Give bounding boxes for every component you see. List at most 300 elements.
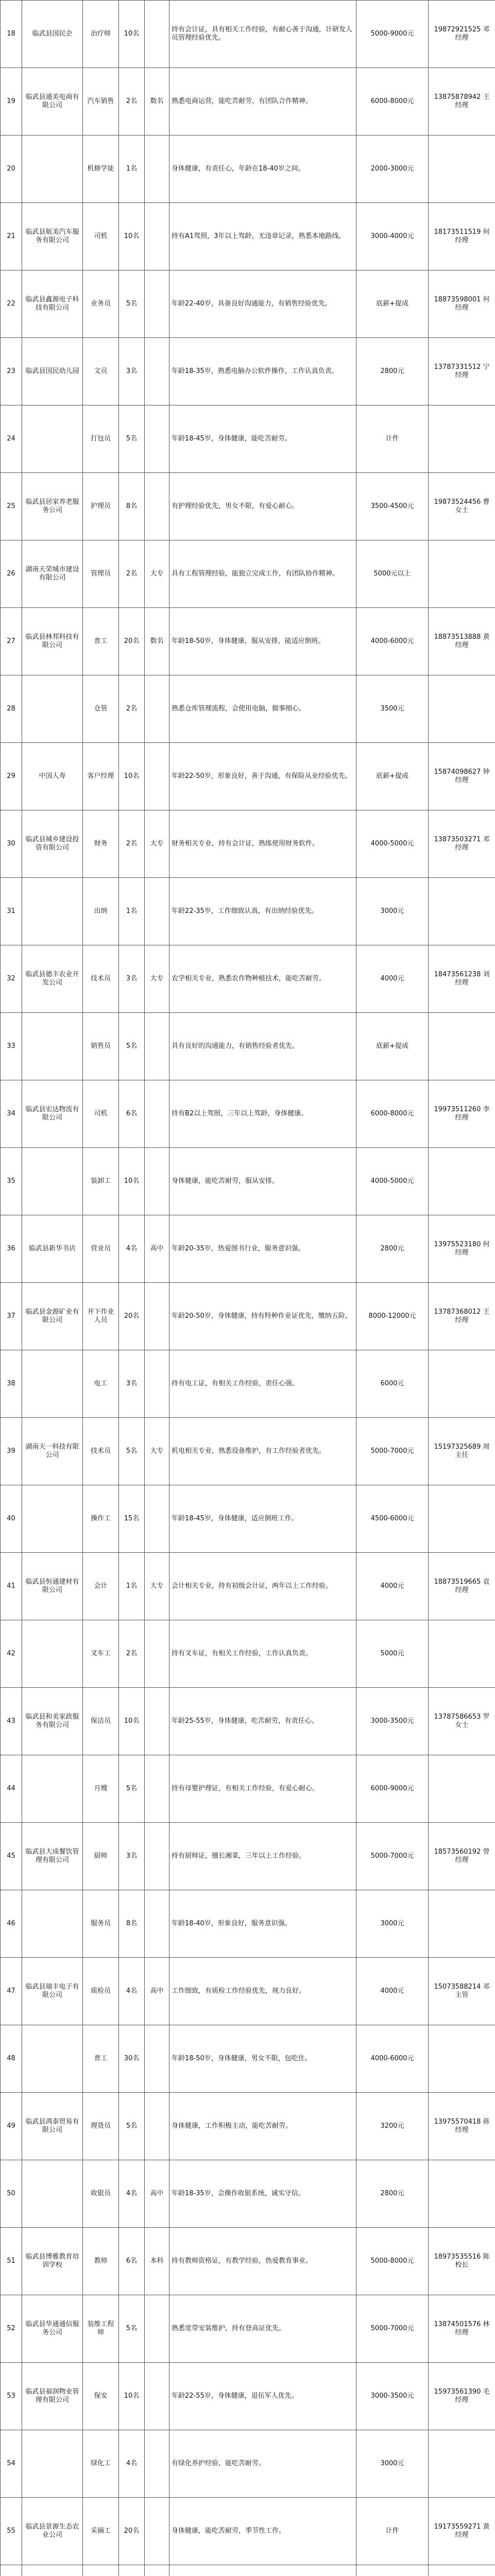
education-level — [145, 2498, 169, 2565]
table-row — [1, 2093, 495, 2160]
headcount: 10名 — [119, 1688, 145, 1755]
job-requirement: 熟悉仓库管理流程，会使用电脑，做事细心。 — [169, 675, 356, 743]
company-name: 湖南天荣城市建设有限公司 — [22, 540, 83, 608]
company-name: 临武县大成餐饮管理有限公司 — [22, 1823, 83, 1890]
education-level: 本科 — [145, 2228, 169, 2295]
education-level: 大专 — [145, 945, 169, 1013]
job-requirement: 年龄18-50岁，身体健康，男女不限，包吃住。 — [169, 2025, 356, 2093]
table-row — [1, 743, 495, 810]
contact-info — [429, 1755, 495, 1823]
education-level — [145, 2093, 169, 2160]
job-requirement: 持有会计证，具有相关工作经验，有耐心善于沟通，计研发人员管理经验优先。 — [169, 1, 356, 68]
education-level — [145, 1485, 169, 1553]
education-level: 大专 — [145, 810, 169, 878]
education-level: 数名 — [145, 608, 169, 675]
headcount: 10名 — [119, 203, 145, 270]
company-name — [22, 405, 83, 473]
company-name: 临武县博雅教育培训学校 — [22, 2228, 83, 2295]
contact-info: 19873524456 曹女士 — [429, 473, 495, 540]
education-level — [145, 1, 169, 68]
salary: 6000-8000元 — [356, 1080, 429, 1148]
row-number: 20 — [1, 135, 22, 203]
table-row — [1, 2228, 495, 2295]
salary: 8000-12000元 — [356, 1283, 429, 1350]
table-row — [1, 203, 495, 270]
headcount: 2名 — [119, 1620, 145, 1688]
contact-info — [429, 675, 495, 743]
company-name — [22, 2160, 83, 2228]
job-requirement: 年龄22-50岁，形象良好，善于沟通，有保险从业经验优先。 — [169, 743, 356, 810]
position-name: 出纳 — [83, 878, 119, 945]
contact-info — [429, 135, 495, 203]
salary: 6000元 — [356, 1350, 429, 1418]
row-number: 28 — [1, 675, 22, 743]
education-level — [145, 2295, 169, 2363]
salary: 5000-7000元 — [356, 1418, 429, 1485]
education-level — [145, 743, 169, 810]
headcount: 30名 — [119, 2025, 145, 2093]
job-requirement: 有护理经验优先，男女不限，有爱心耐心。 — [169, 473, 356, 540]
job-requirement: 熟悉电商运营，能吃苦耐劳，有团队合作精神。 — [169, 68, 356, 135]
job-requirement: 身体健康，能吃苦耐劳，服从安排。 — [169, 1148, 356, 1215]
company-name — [22, 2025, 83, 2093]
table-row — [1, 2565, 495, 2576]
contact-info: 13787368012 王经理 — [429, 1283, 495, 1350]
headcount: 4名 — [119, 1215, 145, 1283]
salary: 5000-7000元 — [356, 1823, 429, 1890]
table-row — [1, 473, 495, 540]
row-number: 38 — [1, 1350, 22, 1418]
table-row — [1, 68, 495, 135]
contact-info — [429, 1148, 495, 1215]
table-row — [1, 2363, 495, 2430]
position-name: 普工 — [83, 608, 119, 675]
job-requirement: 身体健康，有责任心，年龄在18-40岁之间。 — [169, 135, 356, 203]
salary: 3500-4500元 — [356, 473, 429, 540]
position-name: 司机 — [83, 203, 119, 270]
table-row — [1, 945, 495, 1013]
job-requirement: 持有B2以上驾照，三年以上驾龄，身体健康。 — [169, 1080, 356, 1148]
company-name: 临武县福润物业管理有限公司 — [22, 2363, 83, 2430]
position-name: 机修学徒 — [83, 135, 119, 203]
headcount: 5名 — [119, 405, 145, 473]
contact-info: 19872921525 邓经理 — [429, 1, 495, 68]
job-requirement: 年龄22-55岁，身体健康，退伍军人优先。 — [169, 2363, 356, 2430]
contact-info: 13875878942 王经理 — [429, 68, 495, 135]
salary: 4000元 — [356, 1958, 429, 2025]
headcount: 15名 — [119, 1485, 145, 1553]
job-requirement: 持有电工证，有相关工作经验，责任心强。 — [169, 1350, 356, 1418]
position-name: 操作工 — [83, 1485, 119, 1553]
contact-info — [429, 878, 495, 945]
salary: 4000-5000元 — [356, 810, 429, 878]
headcount: 1名 — [119, 878, 145, 945]
job-requirement: 年龄18-45岁，身体健康，适应倒班工作。 — [169, 1485, 356, 1553]
row-number: 18 — [1, 1, 22, 68]
row-number: 52 — [1, 2295, 22, 2363]
salary: 底薪+提成 — [356, 1013, 429, 1080]
company-name: 临武县国民企 — [22, 1, 83, 68]
headcount: 2名 — [119, 68, 145, 135]
company-name — [22, 135, 83, 203]
table-row — [1, 1418, 495, 1485]
position-name: 管理员 — [83, 540, 119, 608]
salary: 3000-3500元 — [356, 2363, 429, 2430]
headcount: 5名 — [119, 1755, 145, 1823]
position-name: 叉车工 — [83, 1620, 119, 1688]
table-row — [1, 1890, 495, 1958]
headcount: 2名 — [119, 540, 145, 608]
table-row — [1, 1283, 495, 1350]
company-name: 湖南天一科技有限公司 — [22, 1418, 83, 1485]
position-name: 仓管 — [83, 675, 119, 743]
headcount: 20名 — [119, 608, 145, 675]
job-rows — [1, 1, 495, 2576]
job-requirement: 年龄18-35岁，熟悉电脑办公软件操作，工作认真负责。 — [169, 338, 356, 405]
salary: 4000-6000元 — [356, 2025, 429, 2093]
position-name: 司机 — [83, 1080, 119, 1148]
job-requirement: 机电相关专业，熟悉设备维护，有工作经验者优先。 — [169, 1418, 356, 1485]
headcount: 6名 — [119, 2228, 145, 2295]
job-requirement: 持有母婴护理证，有相关工作经验，有爱心耐心。 — [169, 1755, 356, 1823]
table-row — [1, 810, 495, 878]
salary: 3000-4000元 — [356, 203, 429, 270]
education-level — [145, 2025, 169, 2093]
contact-info: 18473561238 刘经理 — [429, 945, 495, 1013]
row-number: 53 — [1, 2363, 22, 2430]
position-name: 收银员 — [83, 2160, 119, 2228]
table-row — [1, 405, 495, 473]
row-number: 46 — [1, 1890, 22, 1958]
row-number: 50 — [1, 2160, 22, 2228]
contact-info: 18573560192 曾经理 — [429, 1823, 495, 1890]
company-name: 临武县城乡建设投资有限公司 — [22, 810, 83, 878]
job-requirement: 身体健康，工作积极主动，能吃苦耐劳。 — [169, 2093, 356, 2160]
education-level — [145, 1080, 169, 1148]
row-number: 51 — [1, 2228, 22, 2295]
headcount: 20名 — [119, 2498, 145, 2565]
company-name: 临武县瑞丰电子有限公司 — [22, 1958, 83, 2025]
row-number: 34 — [1, 1080, 22, 1148]
salary: 3000元 — [356, 1890, 429, 1958]
contact-info — [429, 1485, 495, 1553]
table-row — [1, 608, 495, 675]
salary: 4500-6000元 — [356, 1485, 429, 1553]
company-name: 临武县华通通信服务公司 — [22, 2295, 83, 2363]
contact-info — [429, 2025, 495, 2093]
table-row — [1, 2498, 495, 2565]
row-number: 32 — [1, 945, 22, 1013]
headcount: 1名 — [119, 135, 145, 203]
row-number: 31 — [1, 878, 22, 945]
table-row — [1, 1148, 495, 1215]
education-level: 大专 — [145, 1418, 169, 1485]
job-requirement: 年龄18-40岁，形象良好，服务意识强。 — [169, 1890, 356, 1958]
table-row — [1, 1620, 495, 1688]
headcount — [119, 2565, 145, 2576]
position-name: 治疗师 — [83, 1, 119, 68]
row-number: 49 — [1, 2093, 22, 2160]
salary: 3000元 — [356, 2430, 429, 2498]
job-requirement: 具有良好的沟通能力，有销售经验者优先。 — [169, 1013, 356, 1080]
education-level — [145, 1148, 169, 1215]
company-name — [22, 1890, 83, 1958]
headcount: 3名 — [119, 338, 145, 405]
education-level — [145, 473, 169, 540]
education-level — [145, 1013, 169, 1080]
position-name: 客户经理 — [83, 743, 119, 810]
table-row — [1, 1, 495, 68]
row-number: 25 — [1, 473, 22, 540]
position-name: 会计 — [83, 1553, 119, 1620]
headcount: 4名 — [119, 2160, 145, 2228]
position-name: 井下作业人员 — [83, 1283, 119, 1350]
education-level — [145, 1890, 169, 1958]
education-level — [145, 1283, 169, 1350]
row-number: 54 — [1, 2430, 22, 2498]
row-number: 33 — [1, 1013, 22, 1080]
salary: 5000-9000元 — [356, 1, 429, 68]
company-name — [22, 1013, 83, 1080]
company-name: 临武县航美汽车服务有限公司 — [22, 203, 83, 270]
headcount: 1名 — [119, 1553, 145, 1620]
headcount: 4名 — [119, 1958, 145, 2025]
headcount: 10名 — [119, 1, 145, 68]
position-name: 电工 — [83, 1350, 119, 1418]
contact-info: 13975570418 蒋经理 — [429, 2093, 495, 2160]
education-level — [145, 1688, 169, 1755]
company-name: 临武县国民幼儿园 — [22, 338, 83, 405]
company-name: 临武县宏达物流有限公司 — [22, 1080, 83, 1148]
salary: 6000-8000元 — [356, 68, 429, 135]
position-name: 采摘工 — [83, 2498, 119, 2565]
job-requirement: 年龄20-50岁，身体健康，持有特种作业证优先，缴纳五险。 — [169, 1283, 356, 1350]
company-name: 临武县新华书店 — [22, 1215, 83, 1283]
row-number: 22 — [1, 270, 22, 338]
headcount: 3名 — [119, 945, 145, 1013]
row-number: 36 — [1, 1215, 22, 1283]
job-requirement: 具有工程管理经验，能独立完成工作，有团队协作精神。 — [169, 540, 356, 608]
job-requirement: 年龄25-55岁，身体健康，吃苦耐劳，有责任心。 — [169, 1688, 356, 1755]
contact-info — [429, 1620, 495, 1688]
salary: 3200元 — [356, 2093, 429, 2160]
education-level — [145, 1350, 169, 1418]
salary: 4000元 — [356, 945, 429, 1013]
salary: 底薪+提成 — [356, 270, 429, 338]
headcount: 5名 — [119, 270, 145, 338]
position-name: 装卸工 — [83, 1148, 119, 1215]
education-level — [145, 203, 169, 270]
contact-info: 18173511519 何经理 — [429, 203, 495, 270]
salary: 3000-3500元 — [356, 1688, 429, 1755]
headcount: 5名 — [119, 2295, 145, 2363]
company-name — [22, 1148, 83, 1215]
contact-info — [429, 2430, 495, 2498]
education-level — [145, 2430, 169, 2498]
row-number: 47 — [1, 1958, 22, 2025]
row-number: 40 — [1, 1485, 22, 1553]
table-row — [1, 1823, 495, 1890]
contact-info: 13873503271 邓经理 — [429, 810, 495, 878]
position-name: 理货员 — [83, 2093, 119, 2160]
salary: 4000-5000元 — [356, 1148, 429, 1215]
row-number: 44 — [1, 1755, 22, 1823]
salary: 2800元 — [356, 1215, 429, 1283]
company-name: 临武县通美电商有限公司 — [22, 68, 83, 135]
headcount: 10名 — [119, 1148, 145, 1215]
salary: 5000-8000元 — [356, 2228, 429, 2295]
job-requirement: 农学相关专业，熟悉农作物种植技术，能吃苦耐劳。 — [169, 945, 356, 1013]
row-number: 41 — [1, 1553, 22, 1620]
row-number: 27 — [1, 608, 22, 675]
education-level — [145, 1620, 169, 1688]
education-level: 高中 — [145, 1215, 169, 1283]
job-requirement: 持有教师资格证，有教学经验，热爱教育事业。 — [169, 2228, 356, 2295]
contact-info — [429, 2565, 495, 2576]
position-name: 护理员 — [83, 473, 119, 540]
position-name: 业务员 — [83, 270, 119, 338]
position-name: 月嫂 — [83, 1755, 119, 1823]
row-number: 45 — [1, 1823, 22, 1890]
headcount: 6名 — [119, 1080, 145, 1148]
job-requirement: 持有厨师证，擅长湘菜，三年以上工作经验。 — [169, 1823, 356, 1890]
position-name: 装维工程师 — [83, 2295, 119, 2363]
row-number: 24 — [1, 405, 22, 473]
headcount: 10名 — [119, 743, 145, 810]
headcount: 8名 — [119, 473, 145, 540]
contact-info: 18873513888 黄经理 — [429, 608, 495, 675]
company-name — [22, 1350, 83, 1418]
table-row — [1, 675, 495, 743]
row-number: 55 — [1, 2498, 22, 2565]
job-requirement: 年龄20-35岁，热爱图书行业，服务意识强。 — [169, 1215, 356, 1283]
education-level — [145, 1755, 169, 1823]
position-name — [83, 2565, 119, 2576]
table-row — [1, 338, 495, 405]
education-level — [145, 675, 169, 743]
salary: 4000元 — [356, 1553, 429, 1620]
contact-info: 15874098627 钟经理 — [429, 743, 495, 810]
company-name — [22, 878, 83, 945]
company-name — [22, 2430, 83, 2498]
table-row — [1, 1485, 495, 1553]
job-requirement: 会计相关专业，持有初级会计证，两年以上工作经验。 — [169, 1553, 356, 1620]
table-row — [1, 2430, 495, 2498]
education-level — [145, 2363, 169, 2430]
company-name: 临武县鑫源电子科技有限公司 — [22, 270, 83, 338]
education-level — [145, 270, 169, 338]
table-row — [1, 1350, 495, 1418]
salary: 计件 — [356, 2498, 429, 2565]
row-number: 30 — [1, 810, 22, 878]
position-name: 服务员 — [83, 1890, 119, 1958]
position-name: 教师 — [83, 2228, 119, 2295]
position-name: 文员 — [83, 338, 119, 405]
position-name: 绿化工 — [83, 2430, 119, 2498]
table-row — [1, 878, 495, 945]
headcount: 3名 — [119, 1350, 145, 1418]
contact-info: 19173559271 黄经理 — [429, 2498, 495, 2565]
company-name: 临武县德丰农业开发公司 — [22, 945, 83, 1013]
education-level: 数名 — [145, 68, 169, 135]
row-number — [1, 2565, 22, 2576]
row-number: 29 — [1, 743, 22, 810]
job-requirement: 年龄22-35岁，工作细致认真，有出纳经验优先。 — [169, 878, 356, 945]
position-name: 汽车销售 — [83, 68, 119, 135]
contact-info — [429, 1350, 495, 1418]
salary: 2000-3000元 — [356, 135, 429, 203]
company-name: 临武县金源矿业有限公司 — [22, 1283, 83, 1350]
salary: 5000元 — [356, 1620, 429, 1688]
contact-info: 13787586653 罗女士 — [429, 1688, 495, 1755]
job-requirement: 持有叉车证，有相关工作经验，工作认真负责。 — [169, 1620, 356, 1688]
contact-info: 18873519665 袁经理 — [429, 1553, 495, 1620]
education-level — [145, 2565, 169, 2576]
row-number: 37 — [1, 1283, 22, 1350]
position-name: 销售员 — [83, 1013, 119, 1080]
salary: 计件 — [356, 405, 429, 473]
salary: 底薪+提成 — [356, 743, 429, 810]
position-name: 质检员 — [83, 1958, 119, 2025]
company-name — [22, 1620, 83, 1688]
salary: 6000-9000元 — [356, 1755, 429, 1823]
headcount: 4名 — [119, 2430, 145, 2498]
contact-info: 13975523180 何经理 — [429, 1215, 495, 1283]
headcount: 2名 — [119, 810, 145, 878]
company-name — [22, 675, 83, 743]
headcount: 20名 — [119, 1283, 145, 1350]
company-name — [22, 1755, 83, 1823]
position-name: 技术员 — [83, 1418, 119, 1485]
job-requirement: 年龄18-45岁，身体健康，能吃苦耐劳。 — [169, 405, 356, 473]
company-name: 临武县和美家政服务有限公司 — [22, 1688, 83, 1755]
headcount: 5名 — [119, 1013, 145, 1080]
education-level: 高中 — [145, 1958, 169, 2025]
education-level — [145, 878, 169, 945]
table-row — [1, 1553, 495, 1620]
contact-info: 15197325689 周主任 — [429, 1418, 495, 1485]
contact-info — [429, 1013, 495, 1080]
table-row — [1, 2295, 495, 2363]
salary — [356, 2565, 429, 2576]
salary: 2800元 — [356, 2160, 429, 2228]
contact-info: 18873598001 何经理 — [429, 270, 495, 338]
headcount: 5名 — [119, 2093, 145, 2160]
position-name: 保安 — [83, 2363, 119, 2430]
job-requirement: 年龄18-35岁，会操作收银系统，诚实守信。 — [169, 2160, 356, 2228]
row-number: 43 — [1, 1688, 22, 1755]
position-name: 普工 — [83, 2025, 119, 2093]
company-name — [22, 1485, 83, 1553]
table-row — [1, 270, 495, 338]
job-requirement: 工作细致，有质检工作经验优先，视力良好。 — [169, 1958, 356, 2025]
salary: 3000元 — [356, 878, 429, 945]
company-name: 临武县林邦科技有限公司 — [22, 608, 83, 675]
job-requirement: 持有A1驾照，3年以上驾龄，无违章记录，熟悉本地路线。 — [169, 203, 356, 270]
salary: 5000-7000元 — [356, 2295, 429, 2363]
position-name: 保洁员 — [83, 1688, 119, 1755]
contact-info: 18973535516 陈校长 — [429, 2228, 495, 2295]
table-row — [1, 1958, 495, 2025]
contact-info: 13787331512 宁经理 — [429, 338, 495, 405]
job-requirement: 财务相关专业，持有会计证，熟练使用财务软件。 — [169, 810, 356, 878]
position-name: 技术员 — [83, 945, 119, 1013]
company-name: 临武县景源生态农业公司 — [22, 2498, 83, 2565]
table-row — [1, 2025, 495, 2093]
company-name: 中国人寿 — [22, 743, 83, 810]
job-requirement: 年龄18-50岁，身体健康，服从安排，能适应倒班。 — [169, 608, 356, 675]
headcount: 8名 — [119, 1890, 145, 1958]
